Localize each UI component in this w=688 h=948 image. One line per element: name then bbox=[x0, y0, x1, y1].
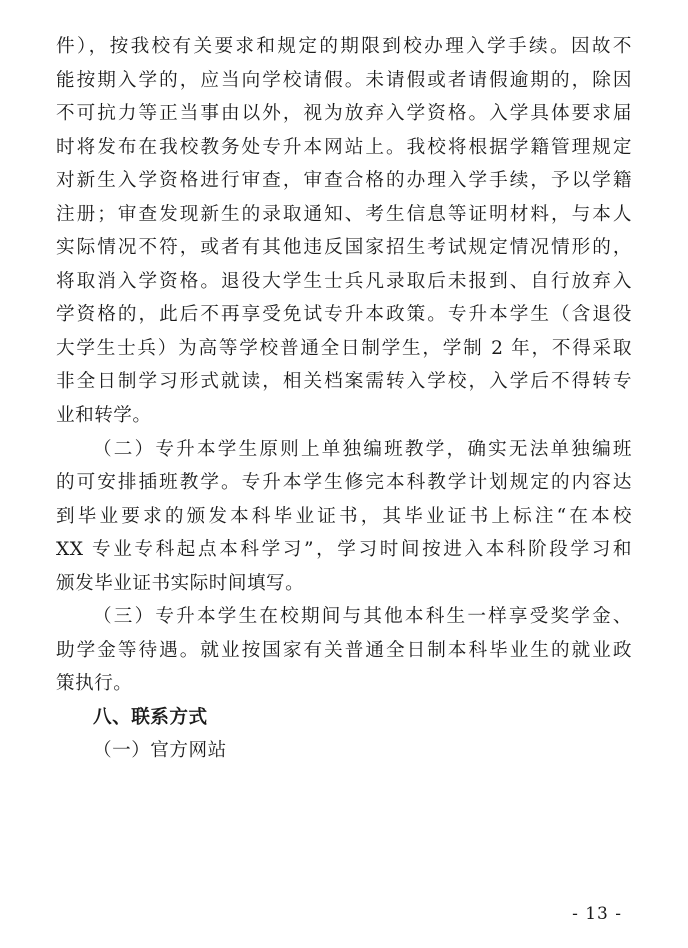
paragraph-line: 非全日制学习形式就读，相关档案需转入学校，入学后不得转专 bbox=[56, 371, 632, 393]
paragraph-line: 注册；审查发现新生的录取通知、考生信息等证明材料，与本人 bbox=[56, 203, 632, 225]
section-heading: 八、联系方式 bbox=[93, 706, 208, 728]
page-number: - 13 - bbox=[572, 904, 622, 924]
paragraph-line: 能按期入学的，应当向学校请假。未请假或者请假逾期的，除因 bbox=[56, 69, 632, 91]
subsection-heading: （一）官方网站 bbox=[93, 740, 227, 762]
paragraph-line: 的可安排插班教学。专升本学生修完本科教学计划规定的内容达 bbox=[56, 472, 632, 494]
paragraph-line: 不可抗力等正当事由以外，视为放弃入学资格。入学具体要求届 bbox=[56, 103, 632, 125]
paragraph-line: 助学金等待遇。就业按国家有关普通全日制本科毕业生的就业政 bbox=[56, 639, 632, 661]
paragraph-line: 将取消入学资格。退役大学生士兵凡录取后未报到、自行放弃入 bbox=[56, 270, 632, 292]
paragraph-line: XX 专业专科起点本科学习”，学习时间按进入本科阶段学习和 bbox=[56, 539, 632, 561]
paragraph-line: 大学生士兵）为高等学校普通全日制学生，学制 2 年，不得采取 bbox=[56, 337, 632, 359]
paragraph-line: 实际情况不符，或者有其他违反国家招生考试规定情况情形的， bbox=[56, 237, 632, 259]
paragraph-line: 业和转学。 bbox=[56, 405, 152, 427]
paragraph-line: （二）专升本学生原则上单独编班教学，确实无法单独编班 bbox=[93, 438, 632, 460]
paragraph-line: 颁发毕业证书实际时间填写。 bbox=[56, 572, 305, 594]
paragraph-line: 到毕业要求的颁发本科毕业证书，其毕业证书上标注“在本校 bbox=[56, 505, 632, 527]
paragraph-line: 对新生入学资格进行审查，审查合格的办理入学手续，予以学籍 bbox=[56, 170, 632, 192]
body-text bbox=[56, 30, 632, 768]
paragraph-line: 策执行。 bbox=[56, 673, 133, 695]
paragraph-line: （三）专升本学生在校期间与其他本科生一样享受奖学金、 bbox=[93, 606, 632, 628]
paragraph-line: 件），按我校有关要求和规定的期限到校办理入学手续。因故不 bbox=[56, 36, 632, 57]
paragraph-line: 学资格的，此后不再享受免试专升本政策。专升本学生（含退役 bbox=[56, 304, 632, 326]
paragraph-line: 时将发布在我校教务处专升本网站上。我校将根据学籍管理规定 bbox=[56, 136, 632, 158]
